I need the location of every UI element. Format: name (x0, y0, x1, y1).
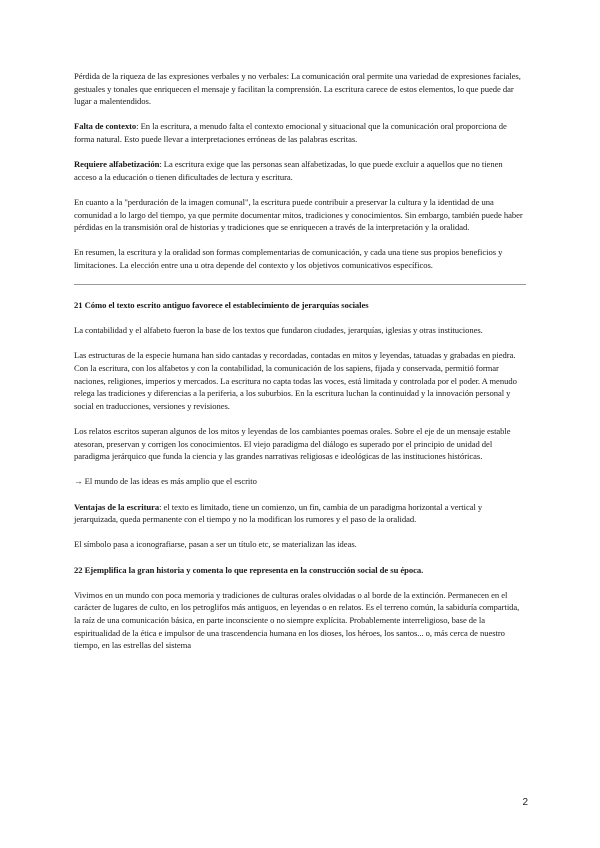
paragraph-communal-image: En cuanto a la "perduración de la imagen comunal", la escritura puede contribuir a preservar la cultura y la identidad de una comunidad a lo largo del tiempo, ya que permite documentar mitos, tradiciones y conocimientos. Sin embargo, también puede haber pérdidas en la transmisión oral de historias y tradiciones que se enriquecen a través de la interpretación y la oralidad. (74, 196, 523, 233)
paragraph-text: : En la escritura, a menudo falta el contexto emocional y situacional que la comunicación oral proporciona de forma natural. Esto puede llevar a interpretaciones erróneas de las palabras escritas. (74, 121, 507, 144)
paragraph-loss-of-expression: Pérdida de la riqueza de las expresiones verbales y no verbales: La comunicación oral permite una variedad de expresiones faciales, gestuales y tonales que enriquecen el mensaje y facilitan la comprensión. La escritura carece de estos elementos, lo que puede dar lugar a malentendidos. (74, 71, 521, 107)
paragraph-symbol-iconography: El símbolo pasa a iconografiarse, pasan a ser un título etc, se materializan las ideas. (74, 539, 357, 550)
paragraph-text: : La escritura exige que las personas sean alfabetizadas, lo que puede excluir a aquellos que no tienen acceso a la educación o tienen dificultades de lectura y escritura. (74, 159, 503, 182)
paragraph-label: Requiere alfabetización (74, 159, 160, 170)
paragraph-advantages-of-writing (74, 501, 526, 526)
page-content (74, 70, 526, 664)
paragraph-summary: En resumen, la escritura y la oralidad son formas complementarias de comunicación, y cada una tiene sus propios beneficios y limitaciones. La elección entre una u otra depende del contexto y los objetivos comunicativos específicos. (74, 247, 503, 270)
paragraph-written-stories: Los relatos escritos superan algunos de los mitos y leyendas de los cambiantes poemas orales. Sobre el eje de un mensaje estable atesoran, preservan y corrigen los conocimientos. El viejo paradigma del diálogo es superado por el principio de unidad del paradigma jerárquico que funda la ciencia y las grandes narrativas religiosas e ideológicas de las instituciones históricas. (74, 426, 511, 462)
paragraph-oral-cultures: Vivimos en un mundo con poca memoria y tradiciones de culturas orales olvidadas o al borde de la extinción. Permanecen en el carácter de lugares de culto, en los petroglifos más antiguos, en leyendas o en relatos. Es el terreno común, la sabiduría compartida, la raíz de una comunicación básica, en parte inconsciente o no siempre explícita. Probablemente interreligioso, base de la espiritualidad de la ética e impulsor de una trascendencia humana en los dioses, los héroes, los santos... o, más cerca de nuestro tiempo, en las estrellas del sistema (74, 589, 520, 651)
page-number: 2 (522, 797, 528, 808)
paragraph-human-structures: Las estructuras de la especie humana han sido cantadas y recordadas, contadas en mitos y leyendas, tatuadas y grabadas en piedra. Con la escritura, con los alfabetos y con la contabilidad, la comunicación de los sapiens, fijada y conservada, permitió formar naciones, religiones, imperios y mercados. La escritura no capta todas las voces, está limitada y controlada por el poder. A menudo relega las tradiciones y diferencias a la periferia, a los suburbios. En la escritura luchan la continuidad y la innovación personal y social en traducciones, versiones y revisiones. (74, 350, 517, 411)
horizontal-divider (74, 284, 526, 285)
paragraph-label: Ventajas de la escritura (74, 501, 160, 512)
paragraph-requires-literacy (74, 158, 526, 183)
section-heading-22: 22 Ejemplifica la gran historia y comenta lo que representa en la construcción social de su época. (74, 564, 424, 575)
paragraph-label: Falta de contexto (74, 121, 137, 132)
paragraph-world-of-ideas: → El mundo de las ideas es más amplio que el escrito (74, 476, 257, 487)
paragraph-accounting-alphabet: La contabilidad y el alfabeto fueron la base de los textos que fundaron ciudades, jerarquías, iglesias y otras instituciones. (74, 325, 483, 336)
paragraph-text: : el texto es limitado, tiene un comienzo, un fin, cambia de un paradigma horizontal a vertical y jerarquizada, queda permanente con el tiempo y no la modifican los rumores y el paso de la oralidad. (74, 501, 483, 525)
section-heading-21: 21 Cómo el texto escrito antiguo favorece el establecimiento de jerarquías sociales (74, 300, 369, 311)
paragraph-lack-of-context (74, 120, 526, 145)
